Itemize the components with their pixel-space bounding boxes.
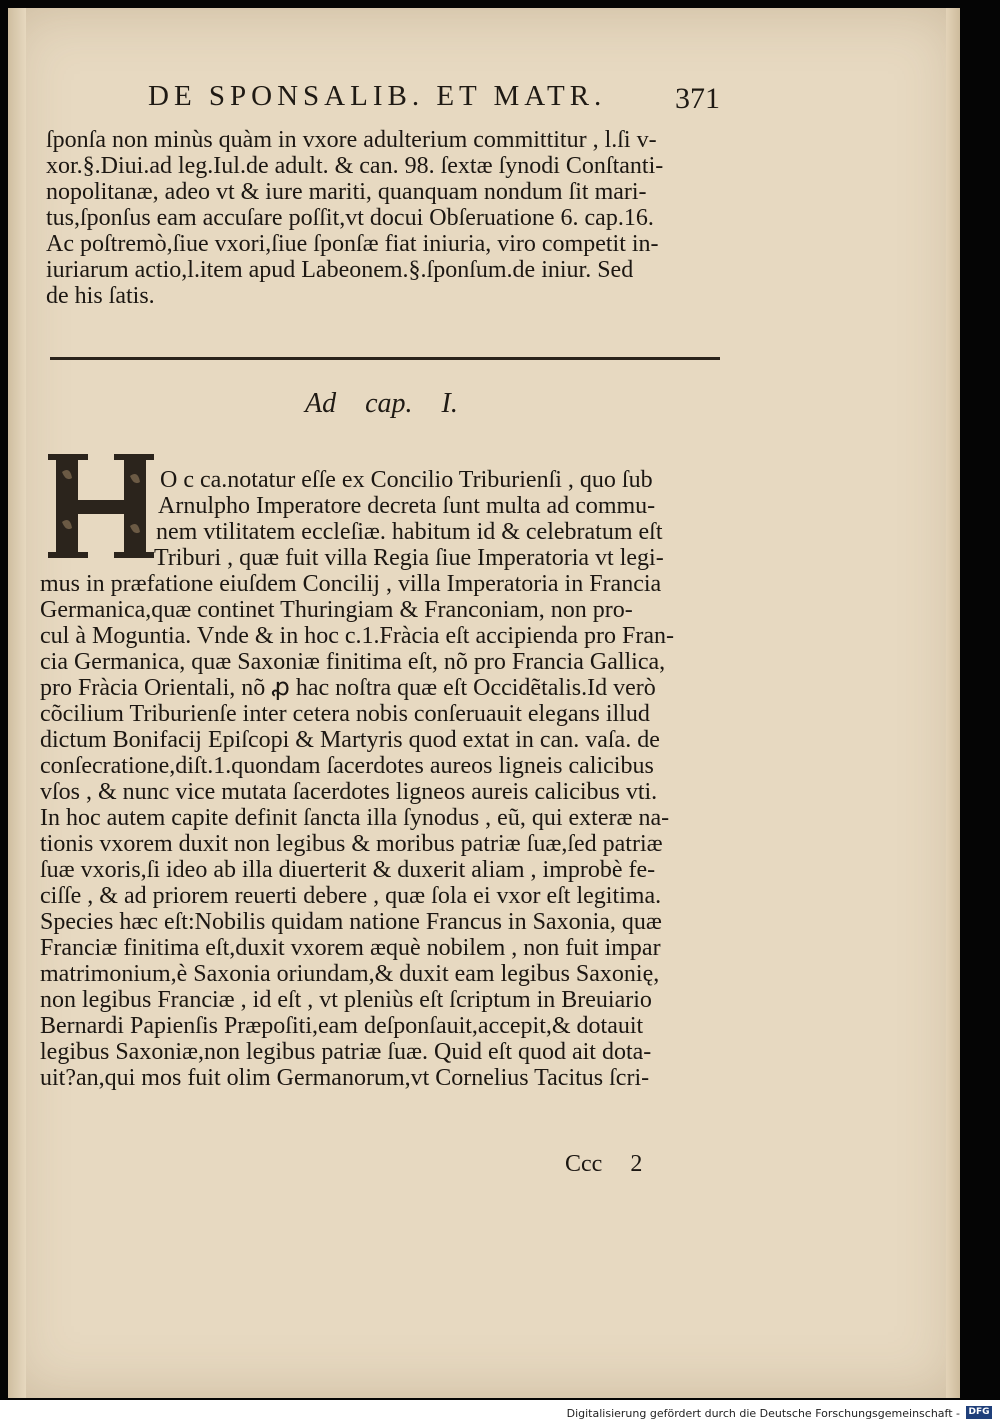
text-line: legibus Saxoniæ,non legibus patriæ ſuæ. Quid eſt quod ait dota- xyxy=(40,1039,652,1065)
text-line: ciſſe , & ad priorem reuerti debere , quæ ſola ei vxor eſt legitima. xyxy=(40,883,662,909)
drop-cap-initial xyxy=(48,452,154,560)
text-line: iuriarum actio,l.item apud Labeonem.§.ſponſum.de iniur. Sed xyxy=(46,257,634,283)
footer-bar xyxy=(0,1400,1000,1426)
page-fore-edge xyxy=(946,8,960,1398)
text-line: mus in præfatione eiuſdem Concilij , villa Imperatoria in Francia xyxy=(40,571,662,597)
page-gutter xyxy=(8,8,26,1398)
text-line: Bernardi Papienſis Præpoſiti,eam deſponſauit,accepit,& dotauit xyxy=(40,1013,644,1039)
text-line: tus,ſponſus eam accuſare poſſit,vt docui Obſeruatione 6. cap.16. xyxy=(46,205,654,231)
text-line: In hoc autem capite definit ſancta illa ſynodus , eũ, qui exteræ na- xyxy=(40,805,670,831)
section-heading: Ad cap. I. xyxy=(305,388,458,419)
text-line: Species hæc eſt:Nobilis quidam natione Francus in Saxonia, quæ xyxy=(40,909,662,935)
dfg-logo: DFG xyxy=(966,1406,992,1419)
text-line: uit?an,qui mos fuit olim Germanorum,vt Cornelius Tacitus ſcri- xyxy=(40,1065,650,1091)
text-line: ſponſa non minùs quàm in vxore adulterium committitur , l.ſi v- xyxy=(46,127,657,153)
running-title: DE SPONSALIB. ET MATR. xyxy=(148,80,607,112)
text-line: nem vtilitatem eccleſiæ. habitum id & celebratum eſt xyxy=(156,519,663,545)
text-line: cia Germanica, quæ Saxoniæ finitima eſt, nõ pro Francia Gallica, xyxy=(40,649,666,675)
text-line: tionis vxorem duxit non legibus & moribus patriæ ſuæ,ſed patriæ xyxy=(40,831,663,857)
text-line: nopolitanæ, adeo vt & iure mariti, quanquam nondum ſit mari- xyxy=(46,179,647,205)
text-line: cõcilium Triburienſe inter cetera nobis conſeruauit elegans illud xyxy=(40,701,650,727)
section-rule xyxy=(50,357,720,360)
text-line: xor.§.Diui.ad leg.Iul.de adult. & can. 98. ſextæ ſynodi Conſtanti- xyxy=(46,153,664,179)
text-line: matrimonium,è Saxonia oriundam,& duxit eam legibus Saxonię, xyxy=(40,961,660,987)
page-number: 371 xyxy=(675,82,720,115)
text-line: O c ca.notatur eſſe ex Concilio Triburienſi , quo ſub xyxy=(160,467,653,493)
text-line: dictum Bonifacij Epiſcopi & Martyris quod extat in can. vaſa. de xyxy=(40,727,660,753)
text-line: Arnulpho Imperatore decreta ſunt multa ad commu- xyxy=(158,493,656,519)
text-line: pro Fràcia Orientali, nõ ꝓ hac noſtra quæ eſt Occidẽtalis.Id verò xyxy=(40,675,656,701)
footer-credit: Digitalisierung gefördert durch die Deutsche Forschungsgemeinschaft - xyxy=(566,1407,960,1420)
catchword: Ccc 2 xyxy=(565,1151,643,1177)
text-line: non legibus Franciæ , id eſt , vt pleniùs eſt ſcriptum in Breuiario xyxy=(40,987,652,1013)
text-line: Germanica,quæ continet Thuringiam & Franconiam, non pro- xyxy=(40,597,633,623)
text-line: conſecratione,diſt.1.quondam ſacerdotes aureos ligneis calicibus xyxy=(40,753,654,779)
text-line: Franciæ finitima eſt,duxit vxorem æquè nobilem , non fuit impar xyxy=(40,935,661,961)
text-line: Ac poſtremò,ſiue vxori,ſiue ſponſæ fiat iniuria, viro competit in- xyxy=(46,231,659,257)
text-line: Triburi , quæ fuit villa Regia ſiue Imperatoria vt legi- xyxy=(154,545,664,571)
text-line: de his ſatis. xyxy=(46,283,155,309)
text-line: ſuæ vxoris,ſi ideo ab illa diuerterit & duxerit aliam , improbè fe- xyxy=(40,857,656,883)
text-line: cul à Moguntia. Vnde & in hoc c.1.Fràcia eſt accipienda pro Fran- xyxy=(40,623,675,649)
text-line: vſos , & nunc vice mutata ſacerdotes ligneos aureis calicibus vti. xyxy=(40,779,658,805)
